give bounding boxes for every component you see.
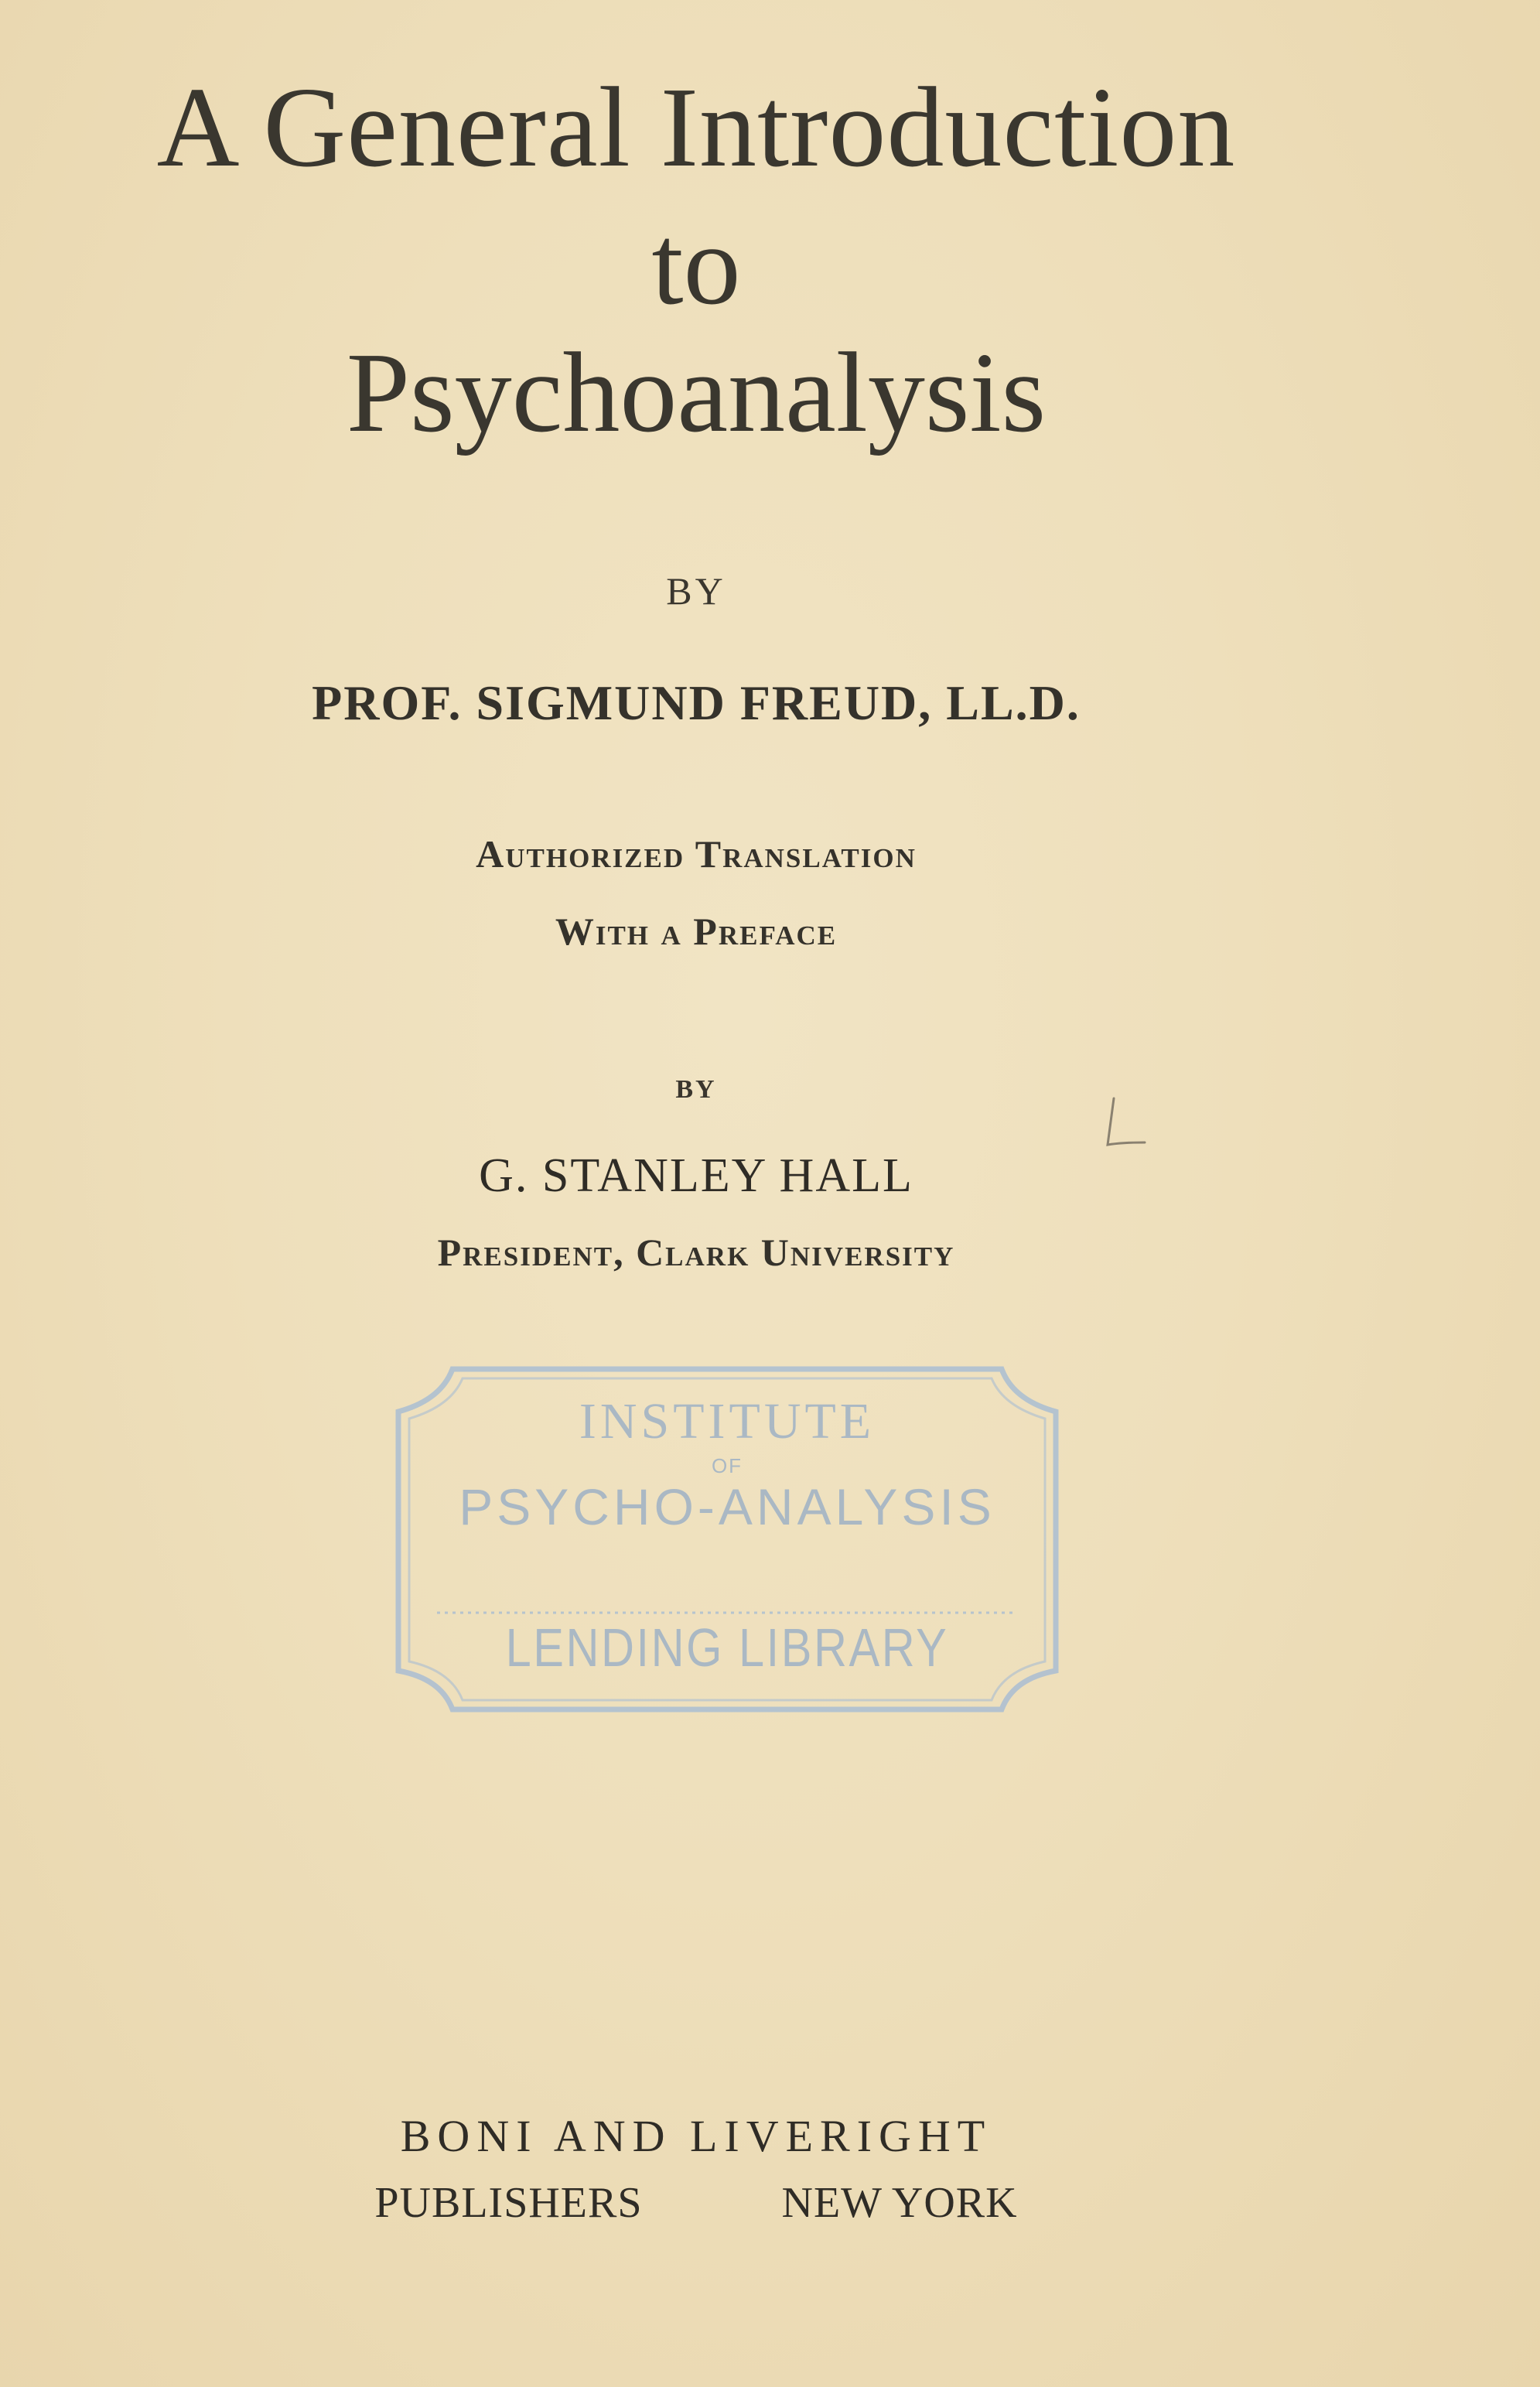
preface-note: With a Preface — [555, 910, 838, 953]
publisher-city: NEW YORK — [781, 2179, 1018, 2227]
stamp-line-institute: INSTITUTE — [579, 1393, 876, 1450]
preface-author-name: G. STANLEY HALL — [479, 1149, 913, 1202]
translation-note: Authorized Translation — [476, 832, 917, 876]
stamp-line-of: OF — [711, 1454, 743, 1477]
author-name: PROF. SIGMUND FREUD, LL.D. — [312, 675, 1081, 730]
library-stamp — [391, 1354, 1064, 1717]
preface-author-position: President, Clark University — [437, 1231, 955, 1274]
publisher-label: PUBLISHERS — [374, 2179, 643, 2227]
byline-preface: BY — [675, 1075, 717, 1104]
pencil-mark-icon — [1091, 1094, 1152, 1160]
stamp-line-lending-library: LENDING LIBRARY — [505, 1617, 949, 1678]
byline-author: BY — [666, 569, 726, 613]
publisher-imprint — [0, 2178, 1392, 2228]
book-title-line-2: to — [651, 202, 741, 329]
book-title-line-1: A General Introduction — [156, 64, 1236, 191]
book-title-line-3: Psychoanalysis — [346, 330, 1047, 456]
stamp-line-psycho-analysis: PSYCHO-ANALYSIS — [459, 1478, 995, 1535]
publisher-name: BONI AND LIVERIGHT — [400, 2111, 992, 2161]
